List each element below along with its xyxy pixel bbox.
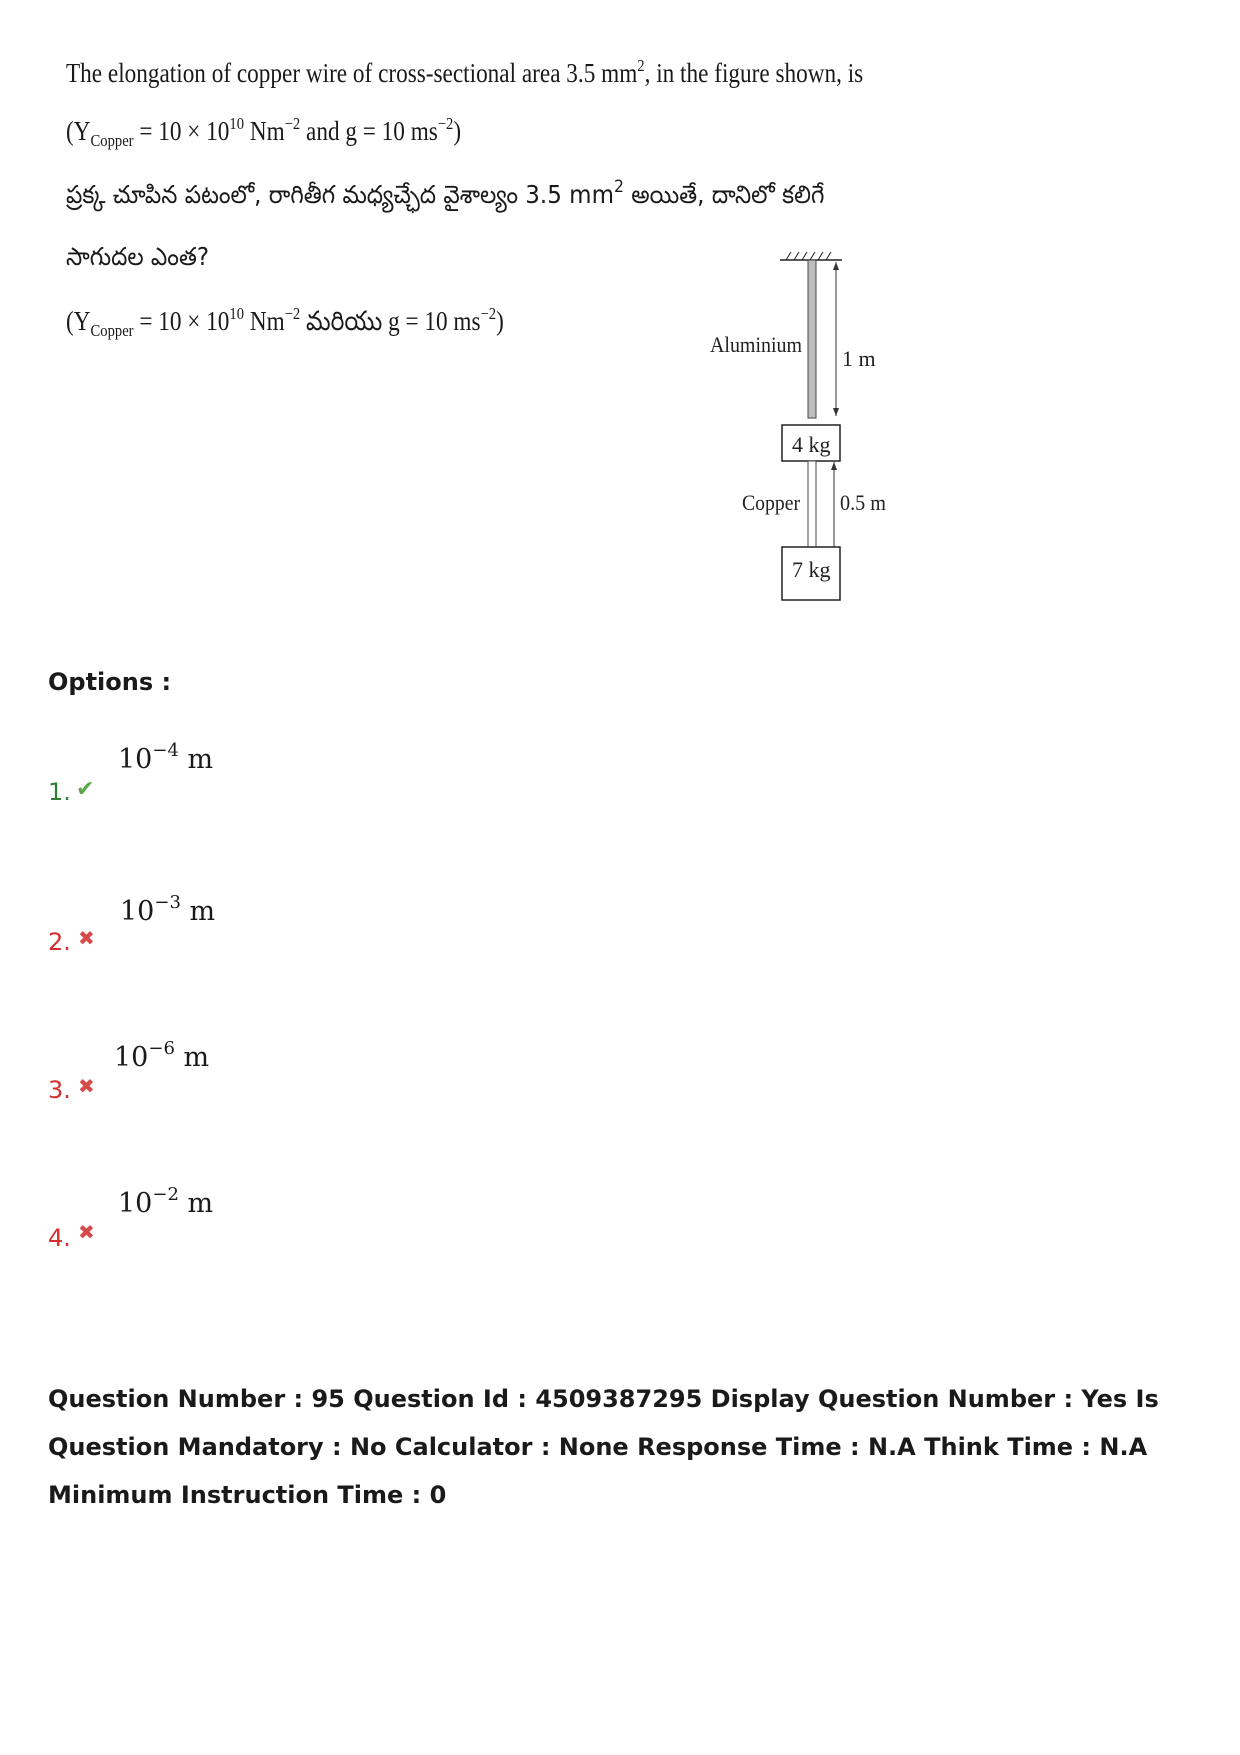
option-3[interactable] <box>48 1038 648 1128</box>
wire-mass-figure <box>700 240 940 620</box>
label-4kg: 4 kg <box>792 432 831 457</box>
label-7kg: 7 kg <box>792 557 831 582</box>
label-aluminium: Aluminium <box>710 332 802 357</box>
label-1m: 1 m <box>842 346 876 371</box>
check-icon: ✔ <box>76 777 95 802</box>
question-english-line: The elongation of copper wire of cross-sectional area 3.5 $mm^2$, in the figure shown, is <box>66 56 864 88</box>
aluminium-wire <box>808 260 816 418</box>
ceiling-hatch <box>786 252 831 260</box>
option-value: $10^{-4}$ m <box>118 740 214 775</box>
question-constants-telugu: ($Y_{Copper} = 10 \times 10^{10}$ $Nm^{-2}$ మరియు g = 10 $ms^{-2}$) <box>66 304 504 340</box>
question-metadata: Question Number : 95 Question Id : 4509387295 Display Question Number : Yes Is Question Mandatory : No Calculator : None Response Time : N.A Think Time : N.A Minimum Instruction Time : 0 <box>48 1385 1159 1509</box>
option-number: 4. <box>48 1224 71 1252</box>
options-heading: Options : <box>48 668 172 696</box>
cross-icon: ✖ <box>78 926 95 950</box>
question-constants-english: ($Y_{Copper} = 10 \times 10^{10}$ $Nm^{-2}$ and g = 10 $ms^{-2}$) <box>66 114 462 150</box>
option-1[interactable] <box>48 740 648 830</box>
option-4[interactable] <box>48 1186 648 1276</box>
label-05m: 0.5 m <box>840 490 886 515</box>
cross-icon: ✖ <box>78 1220 95 1244</box>
option-value: $10^{-2}$ m <box>118 1184 214 1219</box>
question-telugu-line1: ప్రక్క చూపిన పటంలో, రాగితీగ మధ్యచ్ఛేద వైశాల్యం 3.5 $mm^2$ అయితే, దానిలో కలిగే <box>66 177 825 209</box>
question-telugu-line2: సాగుదల ఎంత? <box>66 242 210 271</box>
option-number: 2. <box>48 928 71 956</box>
cross-icon: ✖ <box>78 1074 95 1098</box>
option-number: 1. <box>48 778 71 806</box>
option-number: 3. <box>48 1076 71 1104</box>
option-2[interactable] <box>48 890 648 980</box>
option-value: $10^{-6}$ m <box>114 1038 210 1073</box>
label-copper: Copper <box>742 490 801 515</box>
option-value: $10^{-3}$ m <box>120 892 216 927</box>
